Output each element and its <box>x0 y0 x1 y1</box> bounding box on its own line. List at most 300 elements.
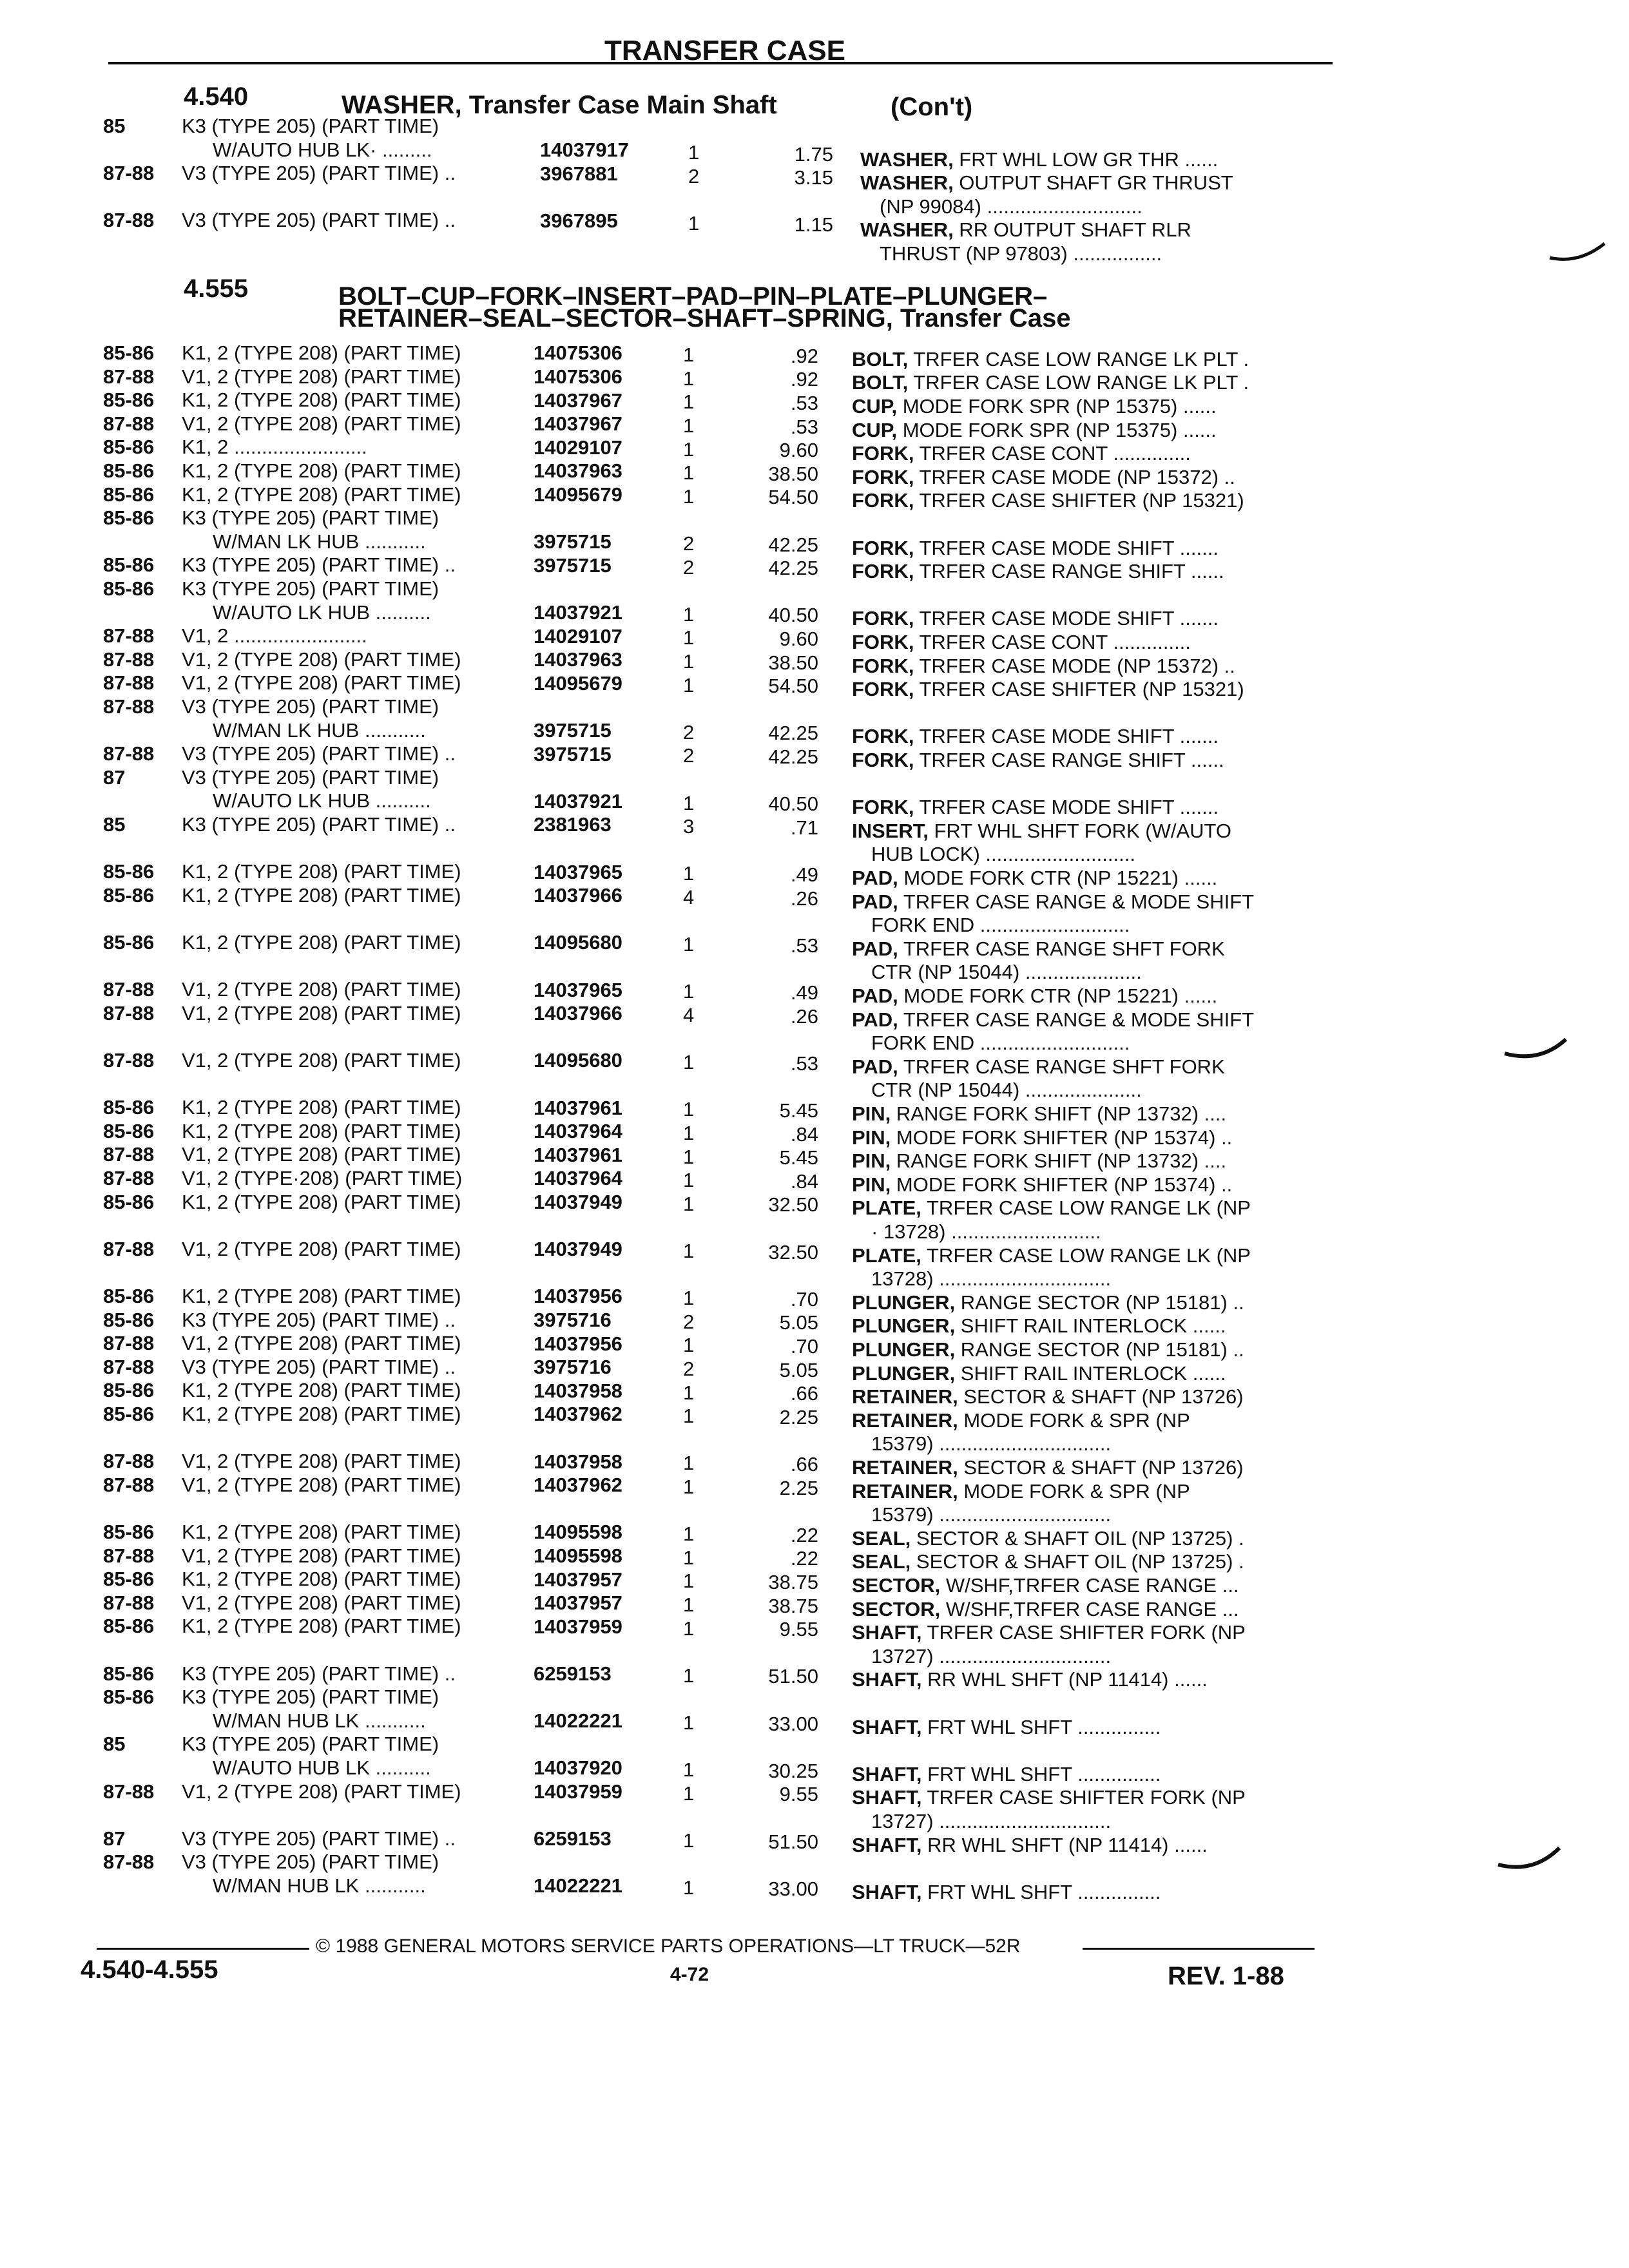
part-description <box>860 218 1191 242</box>
model-year: 85-86 <box>103 1190 155 1213</box>
part-description <box>852 1149 1226 1173</box>
price: 1.15 <box>794 213 833 236</box>
price: .70 <box>790 1334 818 1358</box>
section-title: BOLT–CUP–FORK–INSERT–PAD–PIN–PLATE–PLUNGER– <box>338 282 1048 311</box>
quantity: 1 <box>683 1593 695 1616</box>
part-description <box>860 171 1233 195</box>
part-description <box>860 148 1218 171</box>
part-description-text: CTR (NP 15044) ..................... <box>871 1079 1142 1102</box>
part-name: RETAINER, <box>852 1385 958 1408</box>
model-application: V1, 2 (TYPE 208) (PART TIME) <box>182 648 461 671</box>
part-description <box>852 489 1244 512</box>
model-year: 85-86 <box>103 506 155 530</box>
price: 51.50 <box>768 1665 818 1688</box>
model-application: V1, 2 (TYPE 208) (PART TIME) <box>182 1332 461 1355</box>
model-application: V3 (TYPE 205) (PART TIME) <box>182 1850 439 1874</box>
model-application: K1, 2 (TYPE 208) (PART TIME) <box>182 1285 461 1307</box>
model-application: V1, 2 (TYPE 208) (PART TIME) <box>182 1049 461 1072</box>
price: 5.45 <box>779 1099 818 1122</box>
model-year: 85-86 <box>103 1308 155 1331</box>
part-number: 3967881 <box>540 162 618 185</box>
model-application: K3 (TYPE 205) (PART TIME) .. <box>182 1308 456 1331</box>
price: 2.25 <box>779 1476 818 1499</box>
model-application: V1, 2 (TYPE 208) (PART TIME) <box>182 1450 461 1473</box>
quantity: 1 <box>683 343 695 367</box>
model-year: 85-86 <box>103 1285 155 1307</box>
part-name: PAD, <box>852 890 898 913</box>
quantity: 1 <box>688 211 700 235</box>
part-description-text: TRFER CASE MODE SHIFT ....... <box>914 607 1219 630</box>
quantity: 2 <box>683 720 695 744</box>
part-name: PIN, <box>852 1149 891 1173</box>
part-description-text: RR WHL SHFT (NP 11414) ...... <box>921 1668 1208 1691</box>
part-description <box>852 1338 1244 1361</box>
part-name: FORK, <box>852 489 914 512</box>
part-description-text: FRT WHL SHFT ............... <box>921 1762 1161 1785</box>
model-application: K1, 2 (TYPE 208) (PART TIME) <box>182 1190 461 1213</box>
model-application: K1, 2 (TYPE 208) (PART TIME) <box>182 931 461 954</box>
part-description <box>852 1527 1244 1550</box>
part-name: PAD, <box>852 985 898 1008</box>
part-number: 3975715 <box>534 553 612 577</box>
part-number: 14095680 <box>534 931 622 954</box>
model-year: 85-86 <box>103 1662 155 1685</box>
part-description-text: MODE FORK SPR (NP 15375) ...... <box>897 418 1217 441</box>
part-description-text: TRFER CASE LOW RANGE LK PLT . <box>908 347 1249 370</box>
model-year: 87-88 <box>103 209 155 231</box>
part-number: 14037965 <box>534 860 622 883</box>
part-description-text: TRFER CASE RANGE & MODE SHIFT <box>898 1008 1255 1031</box>
model-application: V1, 2 (TYPE·208) (PART TIME) <box>182 1167 463 1189</box>
part-description-text: TRFER CASE MODE SHIFT ....... <box>914 796 1219 819</box>
part-name: BOLT, <box>852 347 909 370</box>
model-application: K1, 2 (TYPE 208) (PART TIME) <box>182 1568 461 1591</box>
part-name: PLUNGER, <box>852 1338 956 1361</box>
model-application: V1, 2 (TYPE 208) (PART TIME) <box>182 1237 461 1260</box>
part-description <box>852 1763 1161 1786</box>
price: 40.50 <box>768 793 818 816</box>
part-description <box>871 1645 1111 1668</box>
part-name: WASHER, <box>860 171 954 195</box>
model-year: 85-86 <box>103 483 155 506</box>
price: .49 <box>790 863 818 886</box>
part-name: PIN, <box>852 1173 891 1196</box>
quantity: 1 <box>683 673 695 697</box>
part-description <box>852 419 1217 442</box>
price: 9.60 <box>779 439 818 462</box>
part-description <box>852 985 1217 1008</box>
price: 38.75 <box>768 1594 818 1617</box>
quantity: 1 <box>683 1452 695 1475</box>
model-application: K1, 2 (TYPE 208) (PART TIME) <box>182 860 461 883</box>
part-name: CUP, <box>852 418 898 441</box>
part-description <box>852 395 1217 418</box>
part-number: 3975715 <box>534 530 612 553</box>
quantity: 2 <box>683 744 695 767</box>
part-description-text: SECTOR & SHAFT OIL (NP 13725) . <box>911 1526 1244 1550</box>
price: 33.00 <box>768 1712 818 1735</box>
part-number: 14037961 <box>534 1143 622 1166</box>
part-name: SEAL, <box>852 1526 911 1550</box>
part-description-text: MODE FORK & SPR (NP <box>958 1479 1190 1503</box>
quantity: 1 <box>683 1239 695 1262</box>
model-application: V3 (TYPE 205) (PART TIME) .. <box>182 1827 456 1850</box>
model-application: W/MAN LK HUB ........... <box>213 530 426 553</box>
part-number: 14037957 <box>534 1568 622 1591</box>
part-description <box>852 937 1225 961</box>
model-year: 87-88 <box>103 671 155 695</box>
part-number: 14037949 <box>534 1190 622 1213</box>
part-description <box>871 1267 1111 1291</box>
model-application: K1, 2 (TYPE 208) (PART TIME) <box>182 341 461 364</box>
model-application: K3 (TYPE 205) (PART TIME) .. <box>182 813 456 836</box>
model-year: 87-88 <box>103 1237 155 1260</box>
part-name: BOLT, <box>852 371 909 394</box>
part-description <box>852 1716 1161 1739</box>
part-name: FORK, <box>852 442 914 465</box>
model-application: V1, 2 (TYPE 208) (PART TIME) <box>182 671 461 695</box>
model-application: K3 (TYPE 205) (PART TIME) <box>182 1686 439 1709</box>
part-description-text: TRFER CASE LOW RANGE LK PLT . <box>908 371 1249 394</box>
header-rule <box>108 62 1333 64</box>
model-application: K3 (TYPE 205) (PART TIME) .. <box>182 553 456 577</box>
section-title: WASHER, Transfer Case Main Shaft <box>342 91 777 119</box>
part-name: FORK, <box>852 678 914 701</box>
part-number: 14037917 <box>540 139 629 162</box>
part-number: 14037921 <box>534 789 622 812</box>
part-number: 14022221 <box>534 1709 622 1733</box>
part-description <box>871 961 1142 984</box>
model-application: V1, 2 (TYPE 208) (PART TIME) <box>182 1143 461 1166</box>
price: .26 <box>790 1004 818 1028</box>
quantity: 1 <box>683 1475 695 1498</box>
part-description <box>852 560 1224 583</box>
part-description-text: TRFER CASE RANGE SHFT FORK <box>898 937 1225 960</box>
model-application: W/AUTO LK HUB .......... <box>213 789 431 812</box>
part-description-text: SECTOR & SHAFT OIL (NP 13725) . <box>911 1550 1244 1573</box>
price: .49 <box>790 981 818 1004</box>
part-number: 14037966 <box>534 884 622 907</box>
part-description-text: TRFER CASE MODE SHIFT ....... <box>914 536 1219 559</box>
part-description-text: SECTOR & SHAFT (NP 13726) <box>958 1456 1244 1479</box>
part-name: FORK, <box>852 796 914 819</box>
quantity: 1 <box>683 1145 695 1168</box>
part-description-text: RANGE SECTOR (NP 15181) .. <box>955 1338 1244 1361</box>
part-name: RETAINER, <box>852 1479 958 1503</box>
part-description-text: FRT WHL LOW GR THR ...... <box>953 148 1219 171</box>
part-description-text: RR WHL SHFT (NP 11414) ...... <box>921 1833 1208 1856</box>
part-name: PLATE, <box>852 1196 921 1220</box>
price: 2.25 <box>779 1405 818 1428</box>
part-description-text: FRT WHL SHFT ............... <box>921 1880 1161 1903</box>
model-year: 87-88 <box>103 624 155 648</box>
model-year: 87-88 <box>103 1544 155 1567</box>
part-number: 14037965 <box>534 978 622 1001</box>
model-year: 85-86 <box>103 1686 155 1709</box>
part-description-text: MODE FORK CTR (NP 15221) ...... <box>898 867 1218 890</box>
part-description <box>852 631 1191 654</box>
model-year: 85-86 <box>103 436 155 459</box>
model-year: 87-88 <box>103 162 155 184</box>
part-description-text: TRFER CASE SHIFTER (NP 15321) <box>914 489 1244 512</box>
model-year: 85-86 <box>103 860 155 883</box>
model-year: 87-88 <box>103 1001 155 1024</box>
part-description <box>852 1456 1244 1479</box>
part-description <box>852 442 1191 465</box>
part-description <box>852 1621 1246 1644</box>
price: .92 <box>790 368 818 391</box>
model-application: K1, 2 (TYPE 208) (PART TIME) <box>182 883 461 907</box>
part-description <box>852 1196 1251 1220</box>
part-number: 14037964 <box>534 1120 622 1143</box>
part-description <box>852 1409 1190 1432</box>
pen-mark <box>1501 1034 1572 1073</box>
quantity: 1 <box>688 141 700 164</box>
part-number: 14037962 <box>534 1474 622 1497</box>
model-application: W/MAN LK HUB ........... <box>213 718 426 742</box>
model-application: V3 (TYPE 205) (PART TIME) .. <box>182 209 456 231</box>
part-description-text: TRFER CASE LOW RANGE LK (NP <box>921 1244 1251 1267</box>
quantity: 1 <box>683 1570 695 1593</box>
part-name: INSERT, <box>852 819 929 842</box>
model-application: K1, 2 (TYPE 208) (PART TIME) <box>182 389 461 412</box>
model-year: 87-88 <box>103 1143 155 1166</box>
quantity: 1 <box>683 862 695 885</box>
part-description-text: (NP 99084) ............................ <box>880 195 1142 218</box>
part-description <box>852 1102 1226 1126</box>
model-application: K1, 2 (TYPE 208) (PART TIME) <box>182 1379 461 1402</box>
part-description <box>852 1314 1226 1338</box>
part-description <box>871 1079 1142 1102</box>
part-description-text: · 13728) ........................... <box>871 1220 1101 1244</box>
part-description <box>852 466 1235 489</box>
part-description-text: W/SHF,TRFER CASE RANGE ... <box>940 1597 1239 1620</box>
part-description-text: SHIFT RAIL INTERLOCK ...... <box>955 1361 1226 1385</box>
price: 38.50 <box>768 651 818 674</box>
quantity: 1 <box>683 1192 695 1215</box>
part-description-text: FORK END ........................... <box>871 914 1130 937</box>
quantity: 2 <box>683 1357 695 1380</box>
model-year: 87-88 <box>103 695 155 718</box>
quantity: 1 <box>683 461 695 485</box>
model-application: V1, 2 ........................ <box>182 624 367 648</box>
price: 9.60 <box>779 627 818 650</box>
price: 1.75 <box>794 142 833 166</box>
model-application: W/MAN HUB LK ........... <box>213 1709 426 1732</box>
part-description <box>871 1220 1101 1244</box>
part-number: 3967895 <box>540 209 618 232</box>
section-number: 4.540 <box>184 82 249 111</box>
part-number: 14037920 <box>534 1756 622 1780</box>
part-description-text: 15379) ............................... <box>871 1503 1112 1526</box>
part-name: FORK, <box>852 465 914 488</box>
model-application: W/AUTO HUB LK .......... <box>213 1756 431 1779</box>
model-year: 87-88 <box>103 1450 155 1473</box>
model-year: 87-88 <box>103 412 155 435</box>
model-year: 87-88 <box>103 1049 155 1072</box>
part-number: 14095680 <box>534 1049 622 1072</box>
part-name: SHAFT, <box>852 1833 922 1856</box>
model-year: 85-86 <box>103 1096 155 1119</box>
price: 9.55 <box>779 1783 818 1806</box>
quantity: 1 <box>683 1711 695 1734</box>
quantity: 1 <box>683 1381 695 1404</box>
model-application: K3 (TYPE 205) (PART TIME) <box>182 577 439 600</box>
part-description <box>852 1173 1232 1196</box>
price: 42.25 <box>768 533 818 556</box>
part-number: 14095679 <box>534 671 622 695</box>
model-year: 85-86 <box>103 341 155 364</box>
model-application: V3 (TYPE 205) (PART TIME) <box>182 695 439 718</box>
part-name: SECTOR, <box>852 1574 941 1597</box>
part-description-text: TRFER CASE RANGE SHFT FORK <box>898 1055 1225 1078</box>
model-application: V3 (TYPE 205) (PART TIME) <box>182 765 439 789</box>
part-description <box>852 1126 1232 1149</box>
part-description-text: 13727) ............................... <box>871 1644 1112 1667</box>
model-year: 87-88 <box>103 1591 155 1614</box>
part-name: PAD, <box>852 867 898 890</box>
part-description <box>871 1432 1111 1456</box>
model-year: 85-86 <box>103 1379 155 1402</box>
price: .71 <box>790 816 818 839</box>
model-year: 85-86 <box>103 883 155 907</box>
quantity: 1 <box>683 1334 695 1357</box>
part-number: 2381963 <box>534 813 612 836</box>
price: 51.50 <box>768 1830 818 1853</box>
part-description-text: TRFER CASE SHIFTER FORK (NP <box>921 1786 1246 1809</box>
part-name: PIN, <box>852 1126 891 1149</box>
part-description-text: MODE FORK & SPR (NP <box>958 1408 1190 1432</box>
part-number: 14037949 <box>534 1238 622 1261</box>
part-description-text: MODE FORK SHIFTER (NP 15374) .. <box>891 1173 1233 1196</box>
part-description <box>852 607 1219 630</box>
model-year: 87 <box>103 765 126 789</box>
part-name: PIN, <box>852 1102 891 1126</box>
quantity: 2 <box>683 532 695 555</box>
part-description <box>852 1385 1244 1408</box>
part-name: WASHER, <box>860 148 954 171</box>
model-year: 85-86 <box>103 1119 155 1142</box>
part-name: FORK, <box>852 749 914 772</box>
quantity: 1 <box>683 1098 695 1121</box>
price: 5.45 <box>779 1146 818 1169</box>
part-number: 6259153 <box>534 1827 612 1850</box>
model-year: 87-88 <box>103 1355 155 1378</box>
quantity: 1 <box>683 1121 695 1144</box>
price: 38.50 <box>768 462 818 485</box>
price: .26 <box>790 887 818 910</box>
price: 54.50 <box>768 486 818 509</box>
part-description-text: TRFER CASE CONT .............. <box>914 442 1191 465</box>
part-description <box>880 195 1142 218</box>
part-description-text: MODE FORK SPR (NP 15375) ...... <box>897 395 1217 418</box>
part-description-text: TRFER CASE RANGE SHIFT ...... <box>914 560 1224 583</box>
price: 30.25 <box>768 1759 818 1782</box>
part-description-text: 15379) ............................... <box>871 1432 1112 1456</box>
model-application: V3 (TYPE 205) (PART TIME) .. <box>182 742 456 765</box>
quantity: 1 <box>683 1546 695 1569</box>
part-number: 14037963 <box>534 648 622 671</box>
part-description-text: RANGE FORK SHIFT (NP 13732) .... <box>891 1102 1227 1126</box>
part-description-text: TRFER CASE CONT .............. <box>914 631 1191 654</box>
part-description-text: SECTOR & SHAFT (NP 13726) <box>958 1385 1244 1408</box>
price: 32.50 <box>768 1240 818 1264</box>
model-application: K1, 2 (TYPE 208) (PART TIME) <box>182 1096 461 1119</box>
model-application: V1, 2 (TYPE 208) (PART TIME) <box>182 1780 461 1803</box>
quantity: 2 <box>688 164 700 187</box>
model-application: K3 (TYPE 205) (PART TIME) <box>182 1733 439 1756</box>
part-name: PLATE, <box>852 1244 921 1267</box>
footer-section-range: 4.540-4.555 <box>81 1956 218 1984</box>
part-description <box>852 1480 1190 1503</box>
part-description-text: HUB LOCK) ........................... <box>871 843 1135 866</box>
quantity: 1 <box>683 1287 695 1310</box>
model-year: 85-86 <box>103 389 155 412</box>
part-number: 14075306 <box>534 341 622 365</box>
model-year: 87-88 <box>103 1780 155 1803</box>
price: .53 <box>790 934 818 957</box>
price: .66 <box>790 1382 818 1405</box>
price: .53 <box>790 415 818 438</box>
part-description-text: SHIFT RAIL INTERLOCK ...... <box>955 1314 1226 1338</box>
part-description <box>852 678 1244 701</box>
part-description <box>852 820 1231 843</box>
model-application: V1, 2 (TYPE 208) (PART TIME) <box>182 1001 461 1024</box>
footer-revision: REV. 1-88 <box>1168 1962 1284 1990</box>
footer-copyright: © 1988 GENERAL MOTORS SERVICE PARTS OPERATIONS—LT TRUCK—52R <box>316 1936 1021 1957</box>
price: .22 <box>790 1547 818 1570</box>
part-name: PLUNGER, <box>852 1314 956 1338</box>
price: .22 <box>790 1523 818 1546</box>
model-year: 85-86 <box>103 931 155 954</box>
price: .70 <box>790 1287 818 1311</box>
part-name: FORK, <box>852 654 914 677</box>
model-year: 85-86 <box>103 577 155 600</box>
model-application: V1, 2 (TYPE 208) (PART TIME) <box>182 1473 461 1496</box>
model-application: V3 (TYPE 205) (PART TIME) .. <box>182 162 456 184</box>
price: 42.25 <box>768 745 818 768</box>
part-description <box>871 1503 1111 1526</box>
model-year: 87-88 <box>103 742 155 765</box>
part-name: PAD, <box>852 1008 898 1031</box>
part-name: FORK, <box>852 607 914 630</box>
part-description-text: RANGE SECTOR (NP 15181) .. <box>955 1291 1244 1314</box>
part-description <box>852 371 1249 394</box>
part-name: FORK, <box>852 725 914 748</box>
price: 5.05 <box>779 1311 818 1334</box>
part-description-text: TRFER CASE MODE SHIFT ....... <box>914 725 1219 748</box>
part-description <box>852 1598 1239 1621</box>
price: 38.75 <box>768 1570 818 1593</box>
part-description-text: RR OUTPUT SHAFT RLR <box>953 218 1191 242</box>
price: 33.00 <box>768 1877 818 1900</box>
part-description-text: THRUST (NP 97803) ................ <box>880 242 1162 265</box>
part-name: SHAFT, <box>852 1621 922 1644</box>
part-name: SHAFT, <box>852 1715 922 1738</box>
part-description <box>852 725 1219 748</box>
quantity: 1 <box>683 649 695 673</box>
part-number: 14037964 <box>534 1167 622 1190</box>
part-description <box>852 1881 1161 1904</box>
part-name: SHAFT, <box>852 1786 922 1809</box>
model-application: K1, 2 (TYPE 208) (PART TIME) <box>182 1119 461 1142</box>
part-number: 3975716 <box>534 1356 612 1379</box>
part-description <box>852 1362 1226 1385</box>
part-description-text: FRT WHL SHFT FORK (W/AUTO <box>928 819 1232 842</box>
price: .84 <box>790 1169 818 1193</box>
part-description <box>871 914 1130 937</box>
part-description <box>852 348 1249 371</box>
